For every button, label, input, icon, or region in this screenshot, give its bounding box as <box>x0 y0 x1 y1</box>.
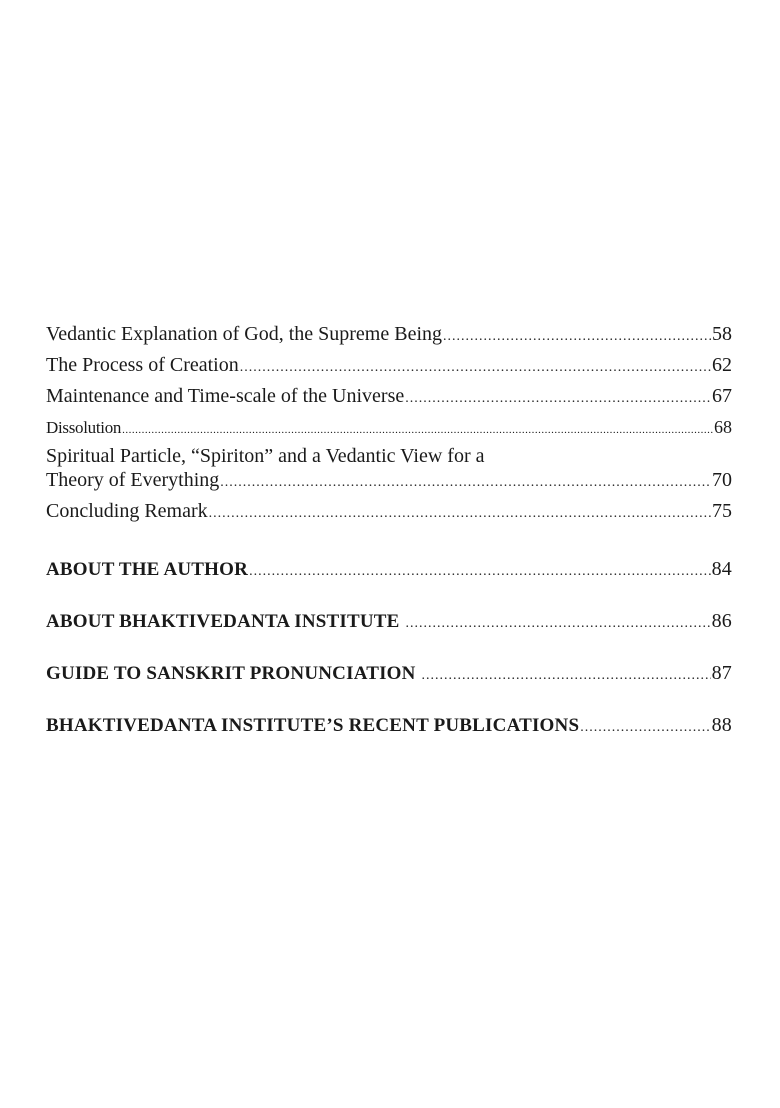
toc-entry-title: Theory of Everything <box>46 469 220 491</box>
dot-leader <box>405 612 710 636</box>
dot-leader <box>405 387 711 411</box>
toc-entry-spiritual-particle[interactable] <box>46 444 732 492</box>
spacer <box>46 523 732 557</box>
toc-entry-title-line1: Spiritual Particle, “Spiriton” and a Vedantic View for a <box>46 445 485 467</box>
toc-section-title: ABOUT THE AUTHOR <box>46 559 249 580</box>
toc-page-number: 84 <box>711 558 732 580</box>
toc-page-number: 70 <box>712 469 732 491</box>
dot-leader <box>580 716 710 740</box>
toc-section-about-institute[interactable] <box>46 609 732 633</box>
toc-entry-title: Dissolution <box>46 418 122 437</box>
dot-leader <box>422 664 711 688</box>
dot-leader <box>443 325 711 349</box>
toc-section-sanskrit-guide[interactable] <box>46 661 732 685</box>
toc-section-title: GUIDE TO SANSKRIT PRONUNCIATION <box>46 663 421 684</box>
toc-page-number: 86 <box>711 610 732 632</box>
dot-leader <box>249 560 711 584</box>
toc-page-number: 75 <box>712 500 732 522</box>
toc-entry-title: Vedantic Explanation of God, the Supreme Being <box>46 323 443 345</box>
toc-entry-concluding-remark[interactable] <box>46 499 732 523</box>
toc-entry-title: Concluding Remark <box>46 500 208 522</box>
toc-entry-title: The Process of Creation <box>46 354 239 376</box>
table-of-contents <box>46 322 732 737</box>
toc-page-number: 67 <box>712 385 732 407</box>
toc-entry-dissolution[interactable] <box>46 415 732 439</box>
toc-entry-process-of-creation[interactable] <box>46 353 732 377</box>
dot-leader <box>240 356 711 380</box>
toc-page-number: 87 <box>711 662 732 684</box>
toc-page-number: 68 <box>714 417 732 437</box>
toc-page-number: 62 <box>712 354 732 376</box>
dot-leader <box>122 418 713 442</box>
toc-entry-maintenance[interactable] <box>46 384 732 408</box>
toc-page-number: 58 <box>712 323 732 345</box>
toc-entry-title: Maintenance and Time-scale of the Universe <box>46 385 405 407</box>
toc-section-recent-publications[interactable] <box>46 713 732 737</box>
toc-entry-line2 <box>46 468 732 492</box>
dot-leader <box>220 471 711 495</box>
toc-page-number: 88 <box>711 714 732 736</box>
toc-section-title: ABOUT BHAKTIVEDANTA INSTITUTE <box>46 611 405 632</box>
toc-section-about-author[interactable] <box>46 557 732 581</box>
toc-section-title: BHAKTIVEDANTA INSTITUTE’S RECENT PUBLICATIONS <box>46 715 580 736</box>
toc-entry-vedantic-explanation[interactable] <box>46 322 732 346</box>
dot-leader <box>209 502 711 526</box>
